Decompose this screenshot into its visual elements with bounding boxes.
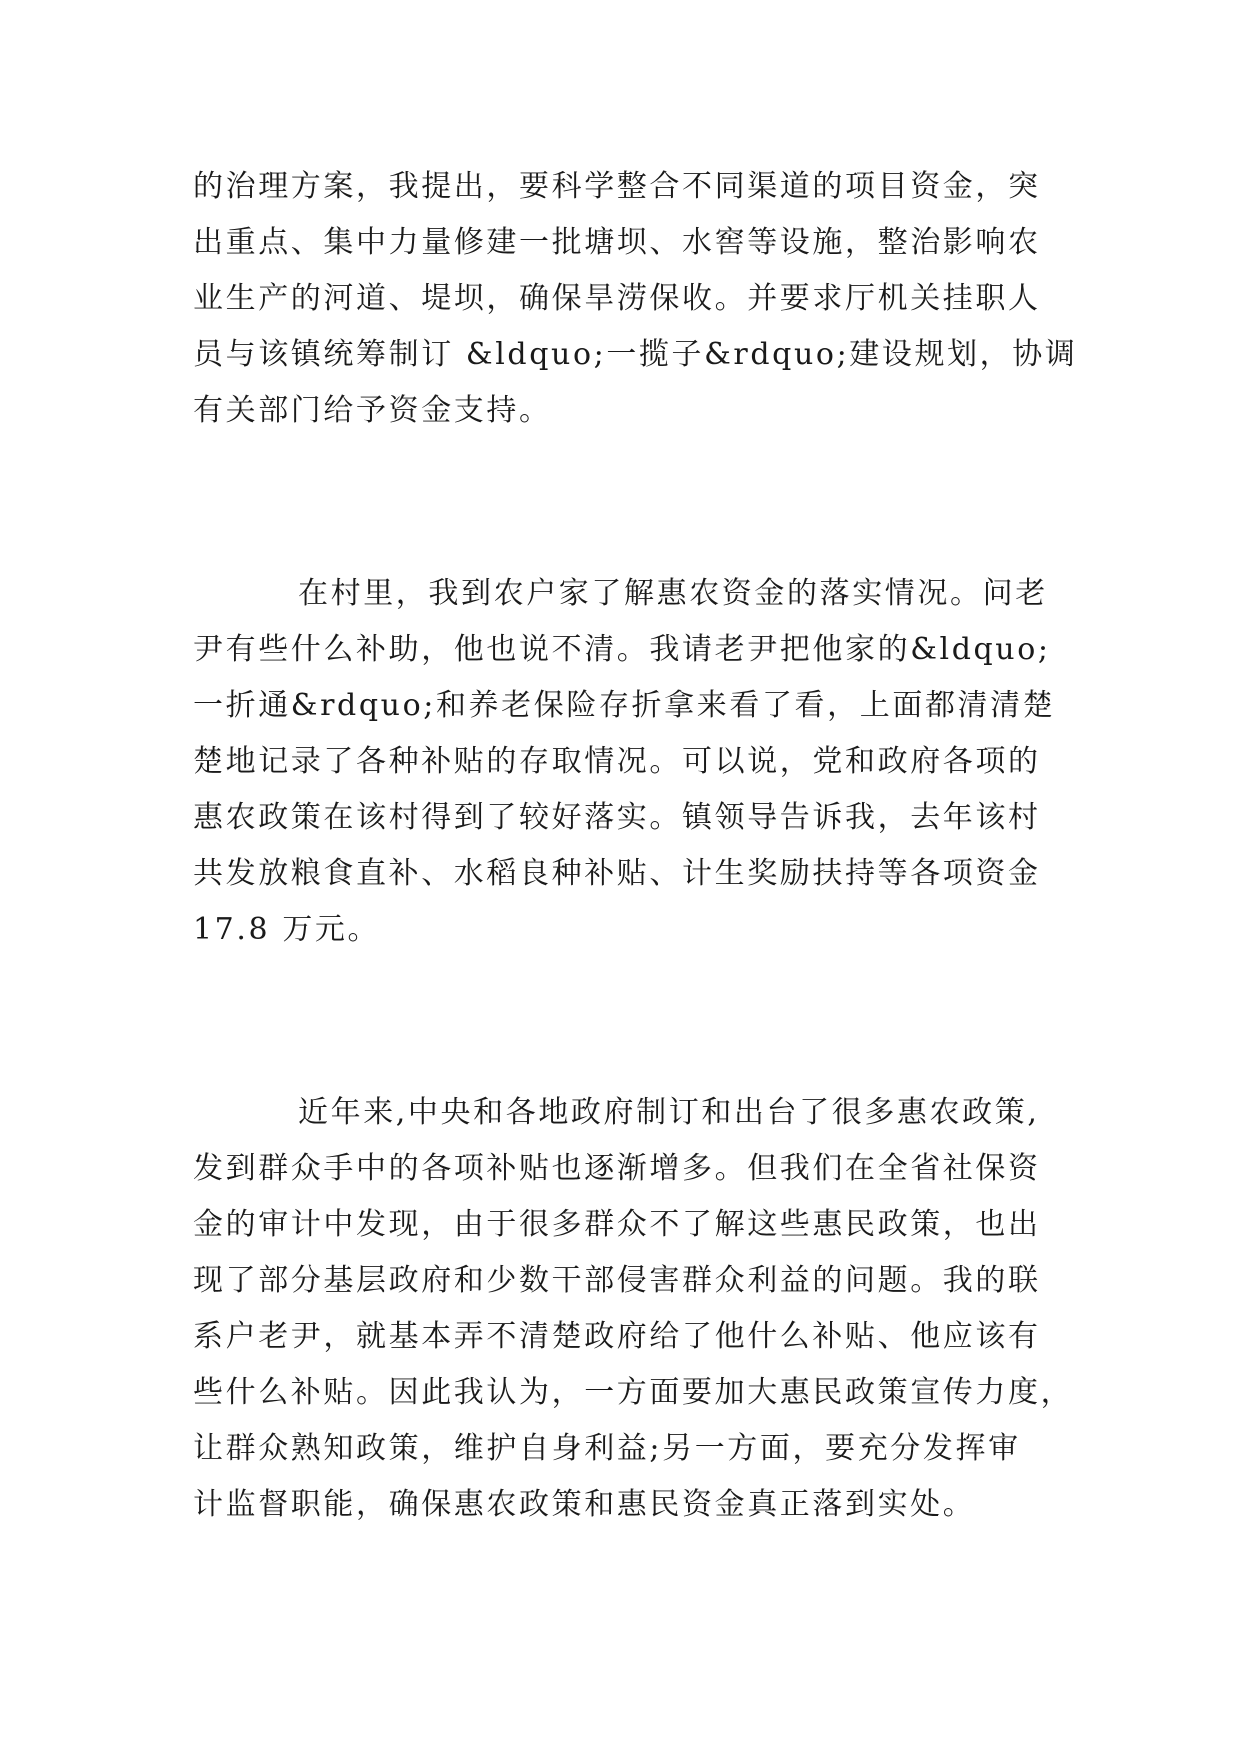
paragraph-line: 计监督职能，确保惠农政策和惠民资金真正落到实处。 bbox=[193, 1487, 976, 1522]
paragraph-line: 在村里，我到农户家了解惠农资金的落实情况。问老 bbox=[298, 576, 1048, 611]
paragraph-line: 系户老尹，就基本弄不清楚政府给了他什么补贴、他应该有 bbox=[193, 1319, 1041, 1354]
paragraph-line: 尹有些什么补助，他也说不清。我请老尹把他家的&ldquo; bbox=[193, 632, 1051, 667]
paragraph-line: 楚地记录了各种补贴的存取情况。可以说，党和政府各项的 bbox=[193, 744, 1041, 779]
paragraph-line: 现了部分基层政府和少数干部侵害群众利益的问题。我的联 bbox=[193, 1263, 1041, 1298]
paragraph-line: 近年来,中央和各地政府制订和出台了很多惠农政策, bbox=[298, 1095, 1040, 1130]
paragraph-line: 金的审计中发现，由于很多群众不了解这些惠民政策，也出 bbox=[193, 1207, 1041, 1242]
paragraph-line: 出重点、集中力量修建一批塘坝、水窖等设施，整治影响农 bbox=[193, 225, 1041, 260]
paragraph-line: 的治理方案，我提出，要科学整合不同渠道的项目资金，突 bbox=[193, 169, 1041, 204]
paragraph-line: 发到群众手中的各项补贴也逐渐增多。但我们在全省社保资 bbox=[193, 1151, 1041, 1186]
paragraph-line: 业生产的河道、堤坝，确保旱涝保收。并要求厅机关挂职人 bbox=[193, 281, 1041, 316]
paragraph-line: 员与该镇统筹制订 &ldquo;一揽子&rdquo;建设规划，协调 bbox=[193, 337, 1078, 372]
paragraph-line: 让群众熟知政策，维护自身利益;另一方面，要充分发挥审 bbox=[193, 1431, 1021, 1466]
paragraph-line: 有关部门给予资金支持。 bbox=[193, 393, 552, 428]
paragraph-line: 惠农政策在该村得到了较好落实。镇领导告诉我，去年该村 bbox=[193, 800, 1041, 835]
paragraph-line: 些什么补贴。因此我认为，一方面要加大惠民政策宣传力度， bbox=[193, 1375, 1074, 1410]
paragraph-line: 共发放粮食直补、水稻良种补贴、计生奖励扶持等各项资金 bbox=[193, 856, 1041, 891]
paragraph-line: 17.8 万元。 bbox=[193, 912, 381, 947]
paragraph-line: 一折通&rdquo;和养老保险存折拿来看了看，上面都清清楚 bbox=[193, 688, 1056, 723]
